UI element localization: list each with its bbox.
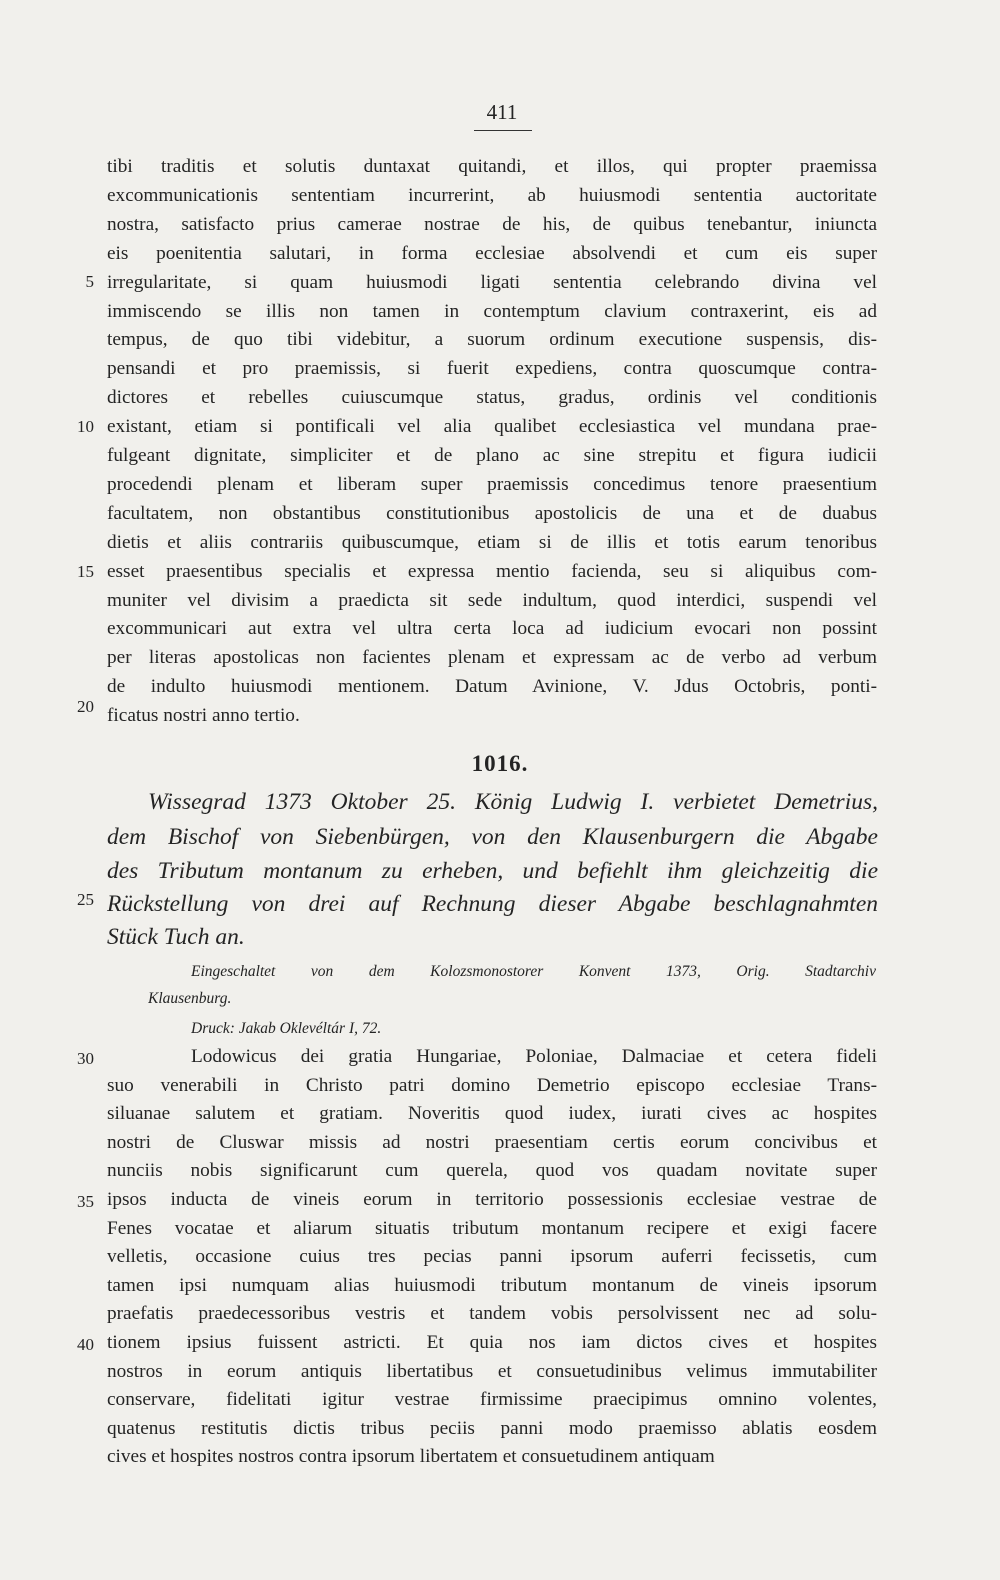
line-number: 20 [77,697,94,716]
text-line: excommunicationis sententiam incurrerint, ab huiusmodi sententia auctoritate [107,184,877,206]
text-line: procedendi plenam et liberam super praemissis concedimus tenore praesentium [107,473,877,495]
text-line: Lodowicus dei gratia Hungariae, Poloniae, Dalmaciae et cetera fideli [191,1046,877,1067]
text-line: facultatem, non obstantibus constitutionibus apostolicis de una et de duabus [107,502,877,524]
text-line: Fenes vocatae et aliarum situatis tributum montanum recipere et exigi facere [107,1217,877,1239]
text-line: existant, etiam si pontificali vel alia qualibet ecclesiastica vel mundana prae- [107,416,877,438]
regest-line: Rückstellung von drei auf Rechnung dieser Abgabe beschlagnahmten [107,891,878,917]
text-line: pensandi et pro praemissis, si fuerit expediens, contra quoscumque contra- [107,358,877,380]
line-number: 40 [77,1335,94,1354]
text-line: cives et hospites nostros contra ipsorum libertatem et consuetudinem antiquam [107,1446,715,1468]
line-number: 25 [77,890,94,909]
text-line: dietis et aliis contrariis quibuscumque, etiam si de illis et totis earum tenoribus [107,531,877,553]
line-number: 5 [85,272,94,291]
regest-line: dem Bischof von Siebenbürgen, von den Klausenburgern die Abgabe [107,824,878,850]
text-line: immiscendo se illis non tamen in contemptum clavium contraxerint, eis ad [107,300,877,322]
document-number: 1016. [471,751,529,776]
text-line: tionem ipsius fuissent astricti. Et quia nos iam dictos cives et hospites [107,1332,877,1353]
text-line: de indulto huiusmodi mentionem. Datum Avinione, V. Jdus Octobris, ponti- [107,676,877,698]
page-number-block [470,100,534,125]
line-number: 10 [77,417,94,436]
text-line: excommunicari aut extra vel ultra certa loca ad iudicium evocari non possint [107,618,877,640]
regest-line: Stück Tuch an. [107,924,245,950]
text-line: nostros in eorum antiquis libertatibus et consuetudinibus velimus immutabiliter [107,1360,877,1382]
text-line: siluanae salutem et gratiam. Noveritis quod iudex, iurati cives ac hospites [107,1103,877,1125]
line-number: 35 [77,1192,94,1211]
text-line: quatenus restitutis dictis tribus peciis panni modo praemisso ablatis eosdem [107,1417,877,1439]
text-line: dictores et rebelles cuiuscumque status, gradus, ordinis vel conditionis [107,387,877,409]
text-line: nostri de Cluswar missis ad nostri praesentiam certis eorum concivibus et [107,1131,877,1153]
page-number: 411 [486,100,518,124]
text-line: praefatis praedecessoribus vestris et tandem vobis persolvissent nec ad solu- [107,1303,877,1325]
line-number: 15 [77,562,94,581]
source-note-line-2: Klausenburg. [148,990,232,1007]
text-line: esset praesentibus specialis et expressa mentio facienda, seu si aliquibus com- [107,560,877,582]
text-line: tempus, de quo tibi videbitur, a suorum ordinum executione suspensis, dis- [107,329,877,351]
text-line: nunciis nobis significarunt cum querela, quod vos quadam novitate super [107,1160,877,1182]
source-note-line-1: Eingeschaltet von dem Kolozsmonostorer Konvent 1373, Orig. Stadtarchiv [191,963,876,980]
text-line: eis poenitentia salutari, in forma ecclesiae absolvendi et cum eis super [107,242,877,264]
print-reference: Druck: Jakab Oklevéltár I, 72. [191,1020,382,1037]
text-line: irregularitate, si quam huiusmodi ligati sententia celebrando divina vel [107,271,877,293]
line-number: 30 [77,1049,94,1068]
regest-line: Wissegrad 1373 Oktober 25. König Ludwig I. verbietet Demetrius, [148,789,878,815]
text-line: per literas apostolicas non facientes plenam et expressam ac de verbo ad verbum [107,647,877,669]
text-line: suo venerabili in Christo patri domino Demetrio episcopo ecclesiae Trans- [107,1074,877,1096]
text-line: tibi traditis et solutis duntaxat quitandi, et illos, qui propter praemissa [107,156,877,177]
text-line: muniter vel divisim a praedicta sit sede indultum, quod interdici, suspendi vel [107,589,877,611]
text-line: velletis, occasione cuius tres pecias panni ipsorum auferri fecissetis, cum [107,1246,877,1268]
text-line: conservare, fidelitati igitur vestrae firmissime praecipimus omnino volentes, [107,1389,877,1411]
text-line: tamen ipsi numquam alias huiusmodi tributum montanum de vineis ipsorum [107,1274,877,1296]
page-number-rule [474,130,532,131]
regest-line: des Tributum montanum zu erheben, und befiehlt ihm gleichzeitig die [107,858,878,884]
text-line: ipsos inducta de vineis eorum in territorio possessionis ecclesiae vestrae de [107,1189,877,1210]
text-line: nostra, satisfacto prius camerae nostrae de his, de quibus tenebantur, iniuncta [107,213,877,235]
text-line: fulgeant dignitate, simpliciter et de plano ac sine strepitu et figura iudicii [107,445,877,466]
text-line: ficatus nostri anno tertio. [107,705,300,727]
